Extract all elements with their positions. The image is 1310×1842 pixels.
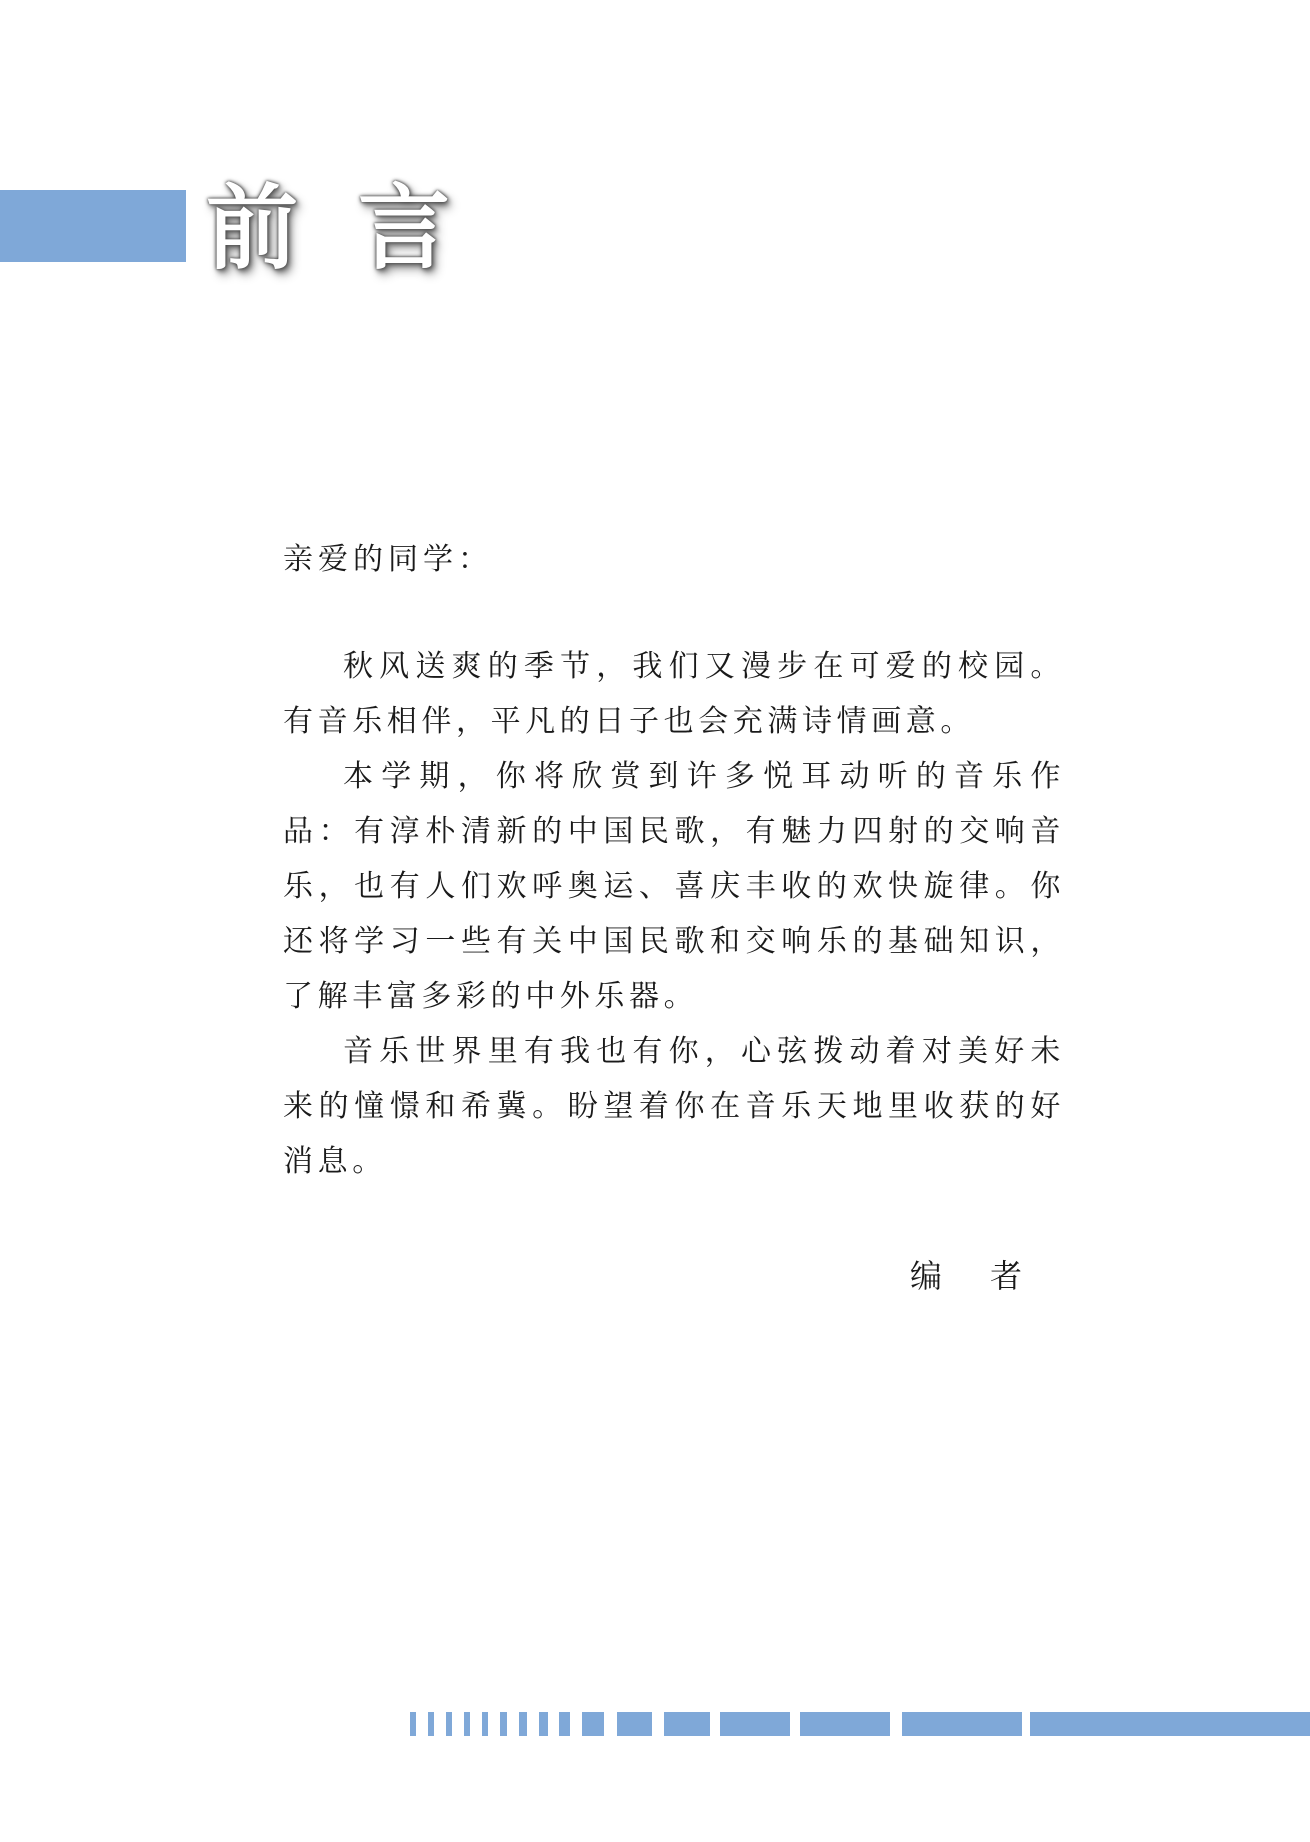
page-title: [206, 168, 450, 288]
footer-bar: [559, 1712, 570, 1736]
letter-body: [283, 639, 1065, 1189]
footer-bar: [410, 1712, 416, 1736]
footer-bar: [464, 1712, 470, 1736]
footer-bar: [720, 1712, 790, 1736]
paragraph-2: 本学期，你将欣赏到许多悦耳动听的音乐作品：有淳朴清新的中国民歌，有魅力四射的交响音乐，也有人们欢呼奥运、喜庆丰收的欢快旋律。你还将学习一些有关中国民歌和交响乐的基础知识，了解丰富多彩的中外乐器。: [283, 759, 1065, 1014]
signature-char-2: 者: [990, 1257, 1027, 1295]
paragraph-1: 秋风送爽的季节，我们又漫步在可爱的校园。有音乐相伴，平凡的日子也会充满诗情画意。: [283, 649, 1065, 739]
footer-bar: [902, 1712, 1022, 1736]
footer-bar: [664, 1712, 710, 1736]
title-char-1: 前: [206, 174, 299, 282]
footer-bar: [500, 1712, 507, 1736]
footer-bar: [482, 1712, 488, 1736]
title-char-2: 言: [358, 174, 451, 282]
decorative-footer-bars: [0, 1712, 1310, 1736]
footer-bar: [582, 1712, 604, 1736]
title-accent-bar: [0, 190, 186, 262]
footer-bar: [446, 1712, 452, 1736]
footer-bar: [428, 1712, 434, 1736]
salutation: 亲爱的同学：: [283, 542, 493, 577]
footer-bar: [1030, 1712, 1310, 1736]
footer-bar: [800, 1712, 890, 1736]
signature-char-1: 编: [910, 1257, 947, 1295]
footer-bar: [539, 1712, 548, 1736]
signature: [910, 1248, 1026, 1304]
paragraph-3: 音乐世界里有我也有你，心弦拨动着对美好未来的憧憬和希冀。盼望着你在音乐天地里收获的好消息。: [283, 1034, 1065, 1179]
footer-bar: [519, 1712, 527, 1736]
footer-bar: [617, 1712, 652, 1736]
